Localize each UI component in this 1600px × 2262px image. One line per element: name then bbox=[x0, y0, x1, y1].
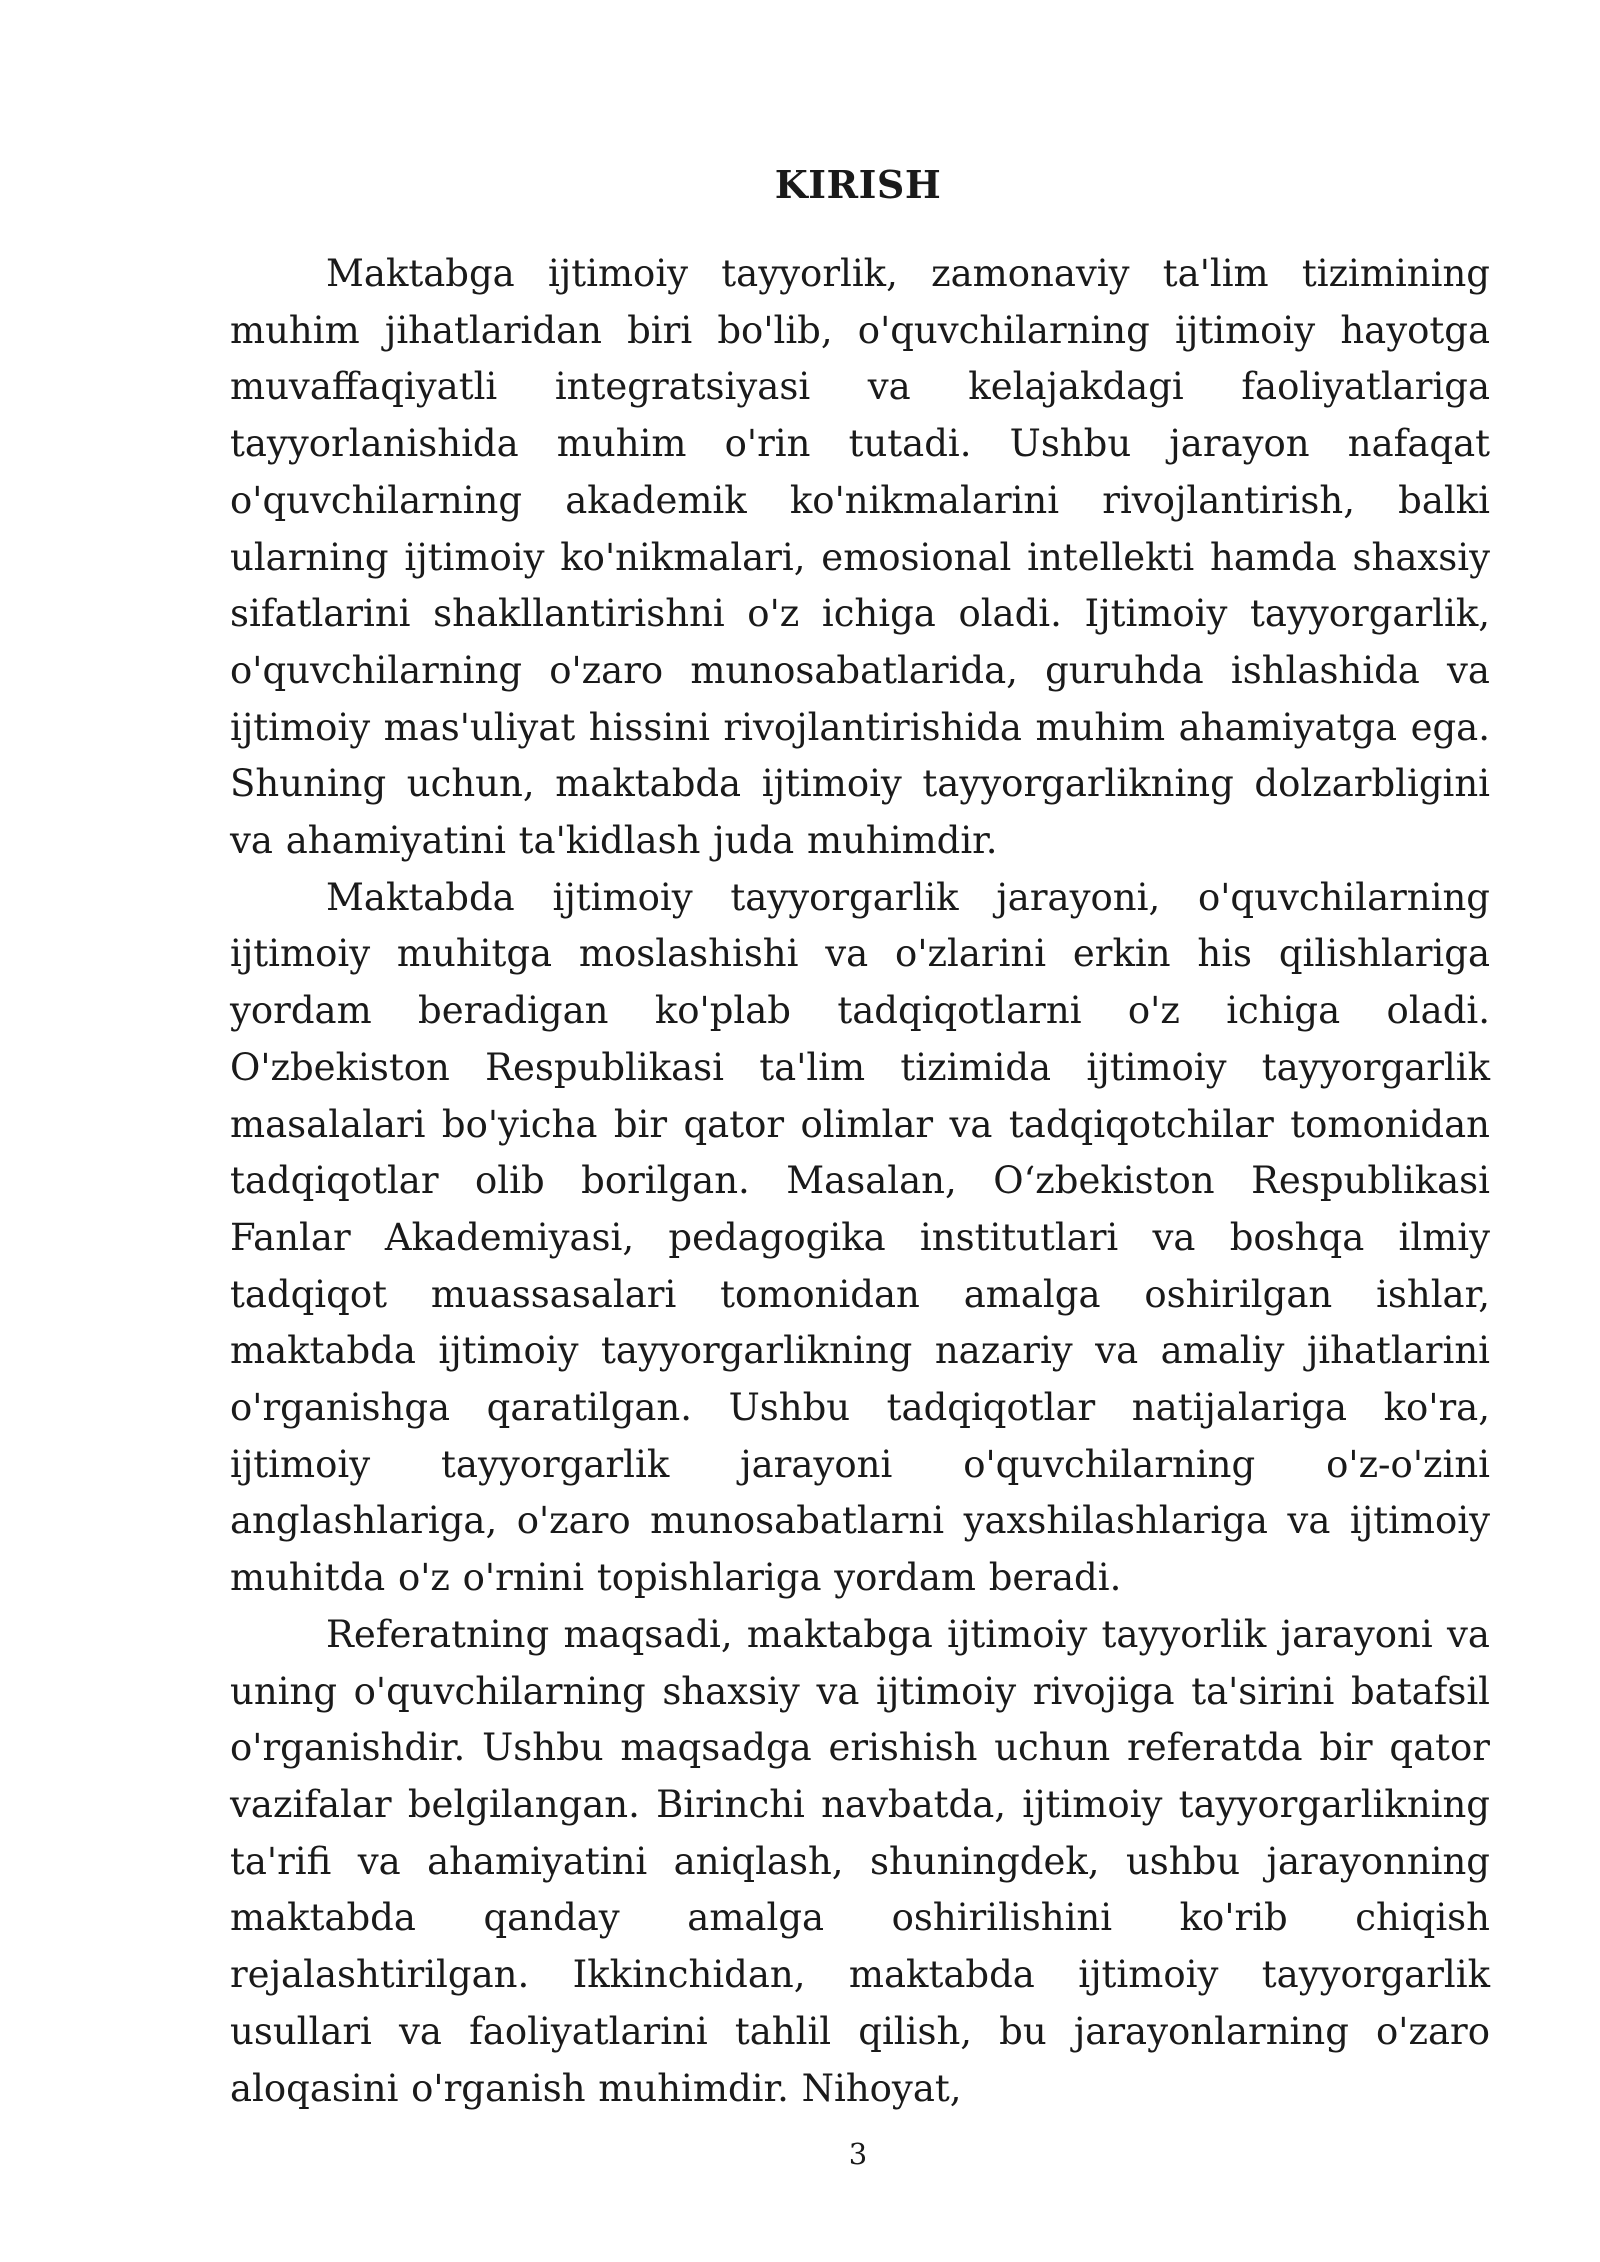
body-text bbox=[230, 246, 1490, 2117]
page-number: 3 bbox=[848, 2137, 868, 2171]
paragraph-2: Maktabda ijtimoiy tayyorgarlik jarayoni, o'quvchilarning ijtimoiy muhitga moslashishi va o'zlarini erkin his qilishlariga yordam beradigan ko'plab tadqiqotlarni o'z ichiga oladi. O'zbekiston Respublikasi ta'lim tizimida ijtimoiy tayyorgarlik masalalari bo'yicha bir qator olimlar va tadqiqotchilar tomonidan tadqiqotlar olib borilgan. Masalan, O‘zbekiston Respublikasi Fanlar Akademiyasi, pedagogika institutlari va boshqa ilmiy tadqiqot muassasalari tomonidan amalga oshirilgan ishlar, maktabda ijtimoiy tayyorgarlikning nazariy va amaliy jihatlarini o'rganishga qaratilgan. Ushbu tadqiqotlar natijalariga ko'ra, ijtimoiy tayyorgarlik jarayoni o'quvchilarning o'z-o'zini anglashlariga, o'zaro munosabatlarni yaxshilashlariga va ijtimoiy muhitda o'z o'rnini topishlariga yordam beradi. bbox=[230, 875, 1490, 1600]
page-title: KIRISH bbox=[774, 162, 942, 207]
paragraph-1: Maktabga ijtimoiy tayyorlik, zamonaviy ta'lim tizimining muhim jihatlaridan biri bo'lib, o'quvchilarning ijtimoiy hayotga muvaffaqiyatli integratsiyasi va kelajakdagi faoliyatlariga tayyorlanishida muhim o'rin tutadi. Ushbu jarayon nafaqat o'quvchilarning akademik ko'nikmalarini rivojlantirish, balki ularning ijtimoiy ko'nikmalari, emosional intellekti hamda shaxsiy sifatlarini shakllantirishni o'z ichiga oladi. Ijtimoiy tayyorgarlik, o'quvchilarning o'zaro munosabatlarida, guruhda ishlashida va ijtimoiy mas'uliyat hissini rivojlantirishida muhim ahamiyatga ega. Shuning uchun, maktabda ijtimoiy tayyorgarlikning dolzarbligini va ahamiyatini ta'kidlash juda muhimdir. bbox=[230, 252, 1490, 863]
paragraph-3: Referatning maqsadi, maktabga ijtimoiy tayyorlik jarayoni va uning o'quvchilarning shaxsiy va ijtimoiy rivojiga ta'sirini batafsil o'rganishdir. Ushbu maqsadga erishish uchun referatda bir qator vazifalar belgilangan. Birinchi navbatda, ijtimoiy tayyorgarlikning ta'rifi va ahamiyatini aniqlash, shuningdek, ushbu jarayonning maktabda qanday amalga oshirilishini ko'rib chiqish rejalashtirilgan. Ikkinchidan, maktabda ijtimoiy tayyorgarlik usullari va faoliyatlarini tahlil qilish, bu jarayonlarning o'zaro aloqasini o'rganish muhimdir. Nihoyat, bbox=[230, 1612, 1490, 2110]
